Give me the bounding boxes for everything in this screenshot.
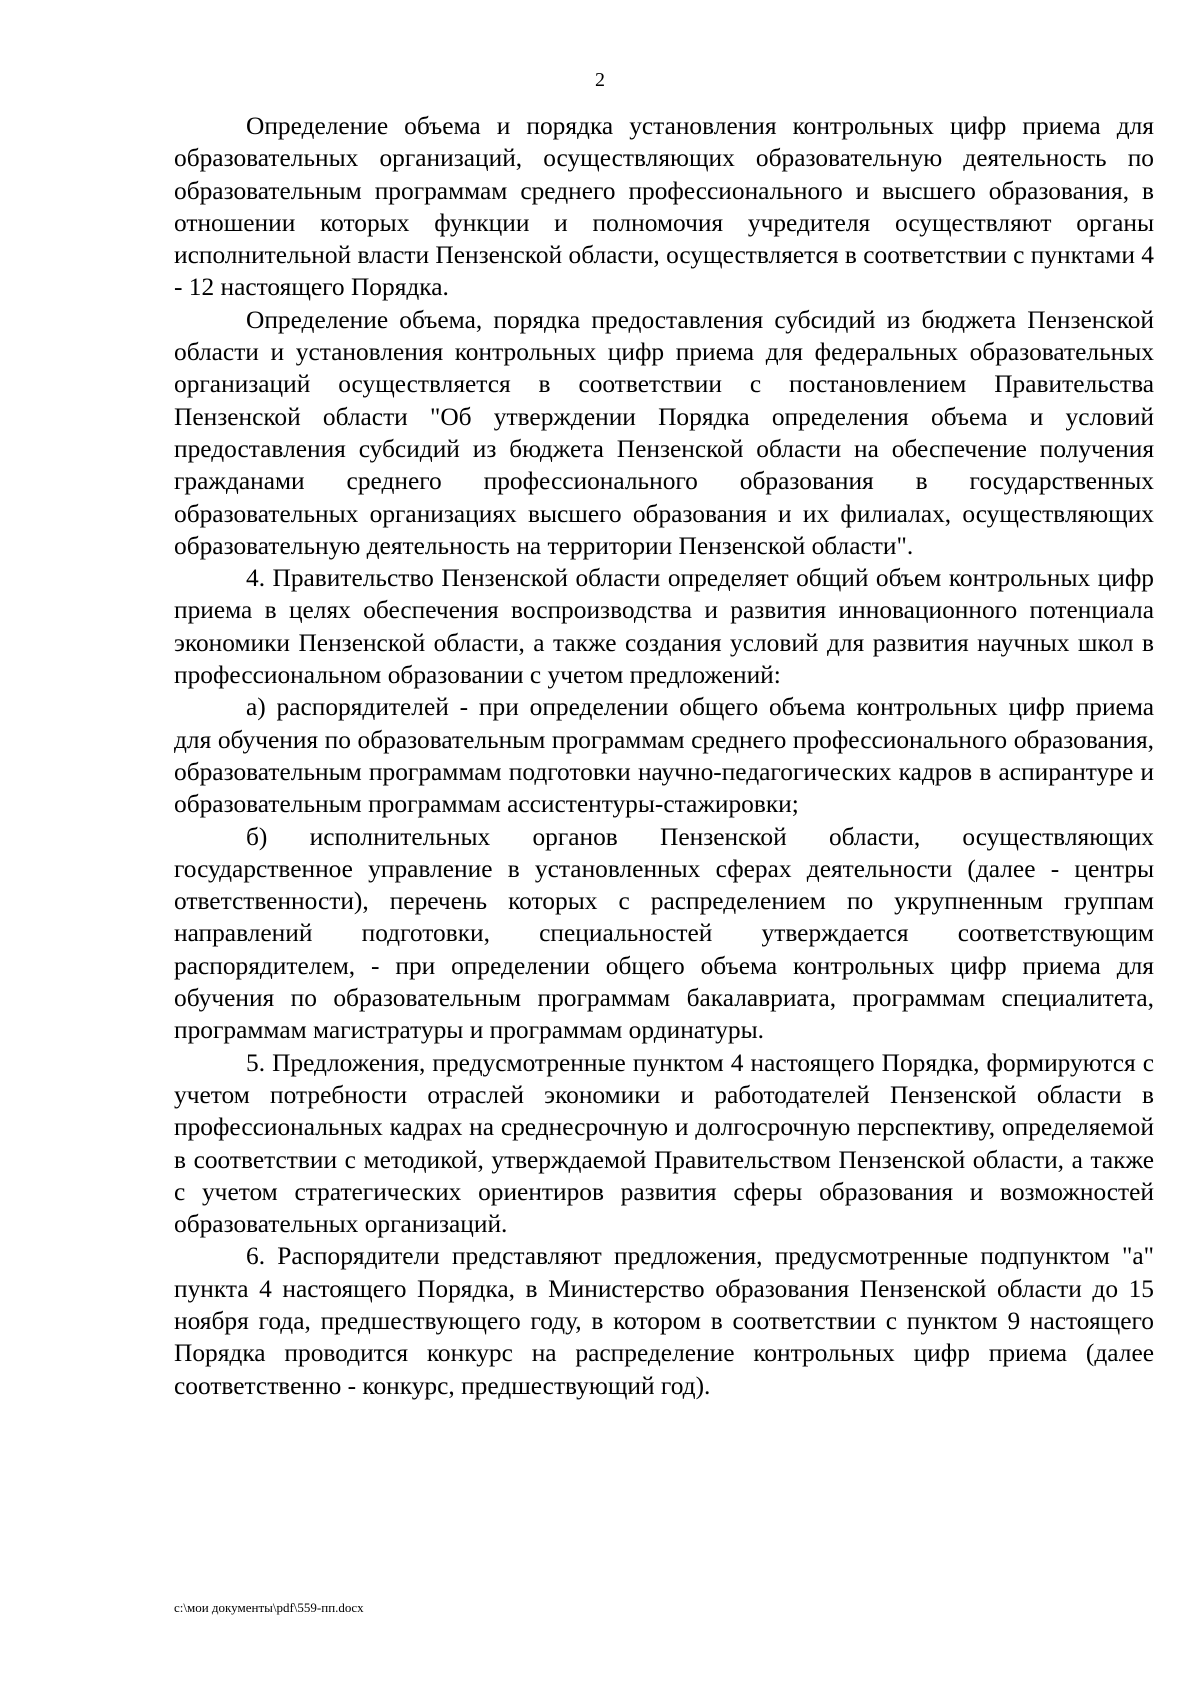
paragraph-item-4b: б) исполнительных органов Пензенской области, осуществляющих государственное управление в установленных сферах деятельности (далее - центры ответственности), перечень которых с распределением по укрупненным группам направлений подготовки, специальностей утверждается соответствующим распорядителем, - при определении общего объема контрольных цифр приема для обучения по образовательным программам бакалавриата, программам специалитета, программам магистратуры и программам ординатуры. bbox=[174, 822, 1154, 1045]
paragraph-item-4a: а) распорядителей - при определении общего объема контрольных цифр приема для обучения по образовательным программам среднего профессионального образования, образовательным программам подготовки научно-педагогических кадров в аспирантуре и образовательным программам ассистентуры-стажировки; bbox=[174, 693, 1154, 819]
page-number: 2 bbox=[595, 69, 605, 91]
paragraph-intro-pr-scope: Определение объема и порядка установления контрольных цифр приема для образовательных организаций, осуществляющих образовательную деятельность по образовательным программам среднего профессионального и высшего образования, в отношении которых функции и полномочия учредителя осуществляют органы исполнительной власти Пензенской области, осуществляется в соответствии с пунктами 4 - 12 настоящего Порядка. bbox=[174, 112, 1154, 302]
paragraph-item-5: 5. Предложения, предусмотренные пунктом 4 настоящего Порядка, формируются с учетом потребности отраслей экономики и работодателей Пензенской области в профессиональных кадрах на среднесрочную и долгосрочную перспективу, определяемой в соответствии с методикой, утверждаемой Правительством Пензенской области, а также с учетом стратегических ориентиров развития сферы образования и возможностей образовательных организаций. bbox=[174, 1048, 1154, 1239]
paragraph-item-4: 4. Правительство Пензенской области определяет общий объем контрольных цифр приема в целях обеспечения воспроизводства и развития инновационного потенциала экономики Пензенской области, а также создания условий для развития научных школ в профессиональном образовании с учетом предложений: bbox=[174, 564, 1154, 690]
paragraph-item-6: 6. Распорядители представляют предложения, предусмотренные подпунктом "а" пункта 4 настоящего Порядка, в Министерство образования Пензенской области до 15 ноября года, предшествующего году, в котором в соответствии с пунктом 9 настоящего Порядка проводится конкурс на распределение контрольных цифр приема (далее соответственно - конкурс, предшествующий год). bbox=[174, 1242, 1154, 1400]
document-body bbox=[174, 110, 1154, 1402]
footer-file-path: c:\мои документы\pdf\559-пп.docx bbox=[174, 1600, 364, 1615]
paragraph-federal-subsidies: Определение объема, порядка предоставления субсидий из бюджета Пензенской области и установления контрольных цифр приема для федеральных образовательных организаций осуществляется в соответствии с постановлением Правительства Пензенской области "Об утверждении Порядка определения объема и условий предоставления субсидий из бюджета Пензенской области на обеспечение получения гражданами среднего профессионального образования в государственных образовательных организациях высшего образования и их филиалах, осуществляющих образовательную деятельность на территории Пензенской области". bbox=[174, 305, 1154, 560]
